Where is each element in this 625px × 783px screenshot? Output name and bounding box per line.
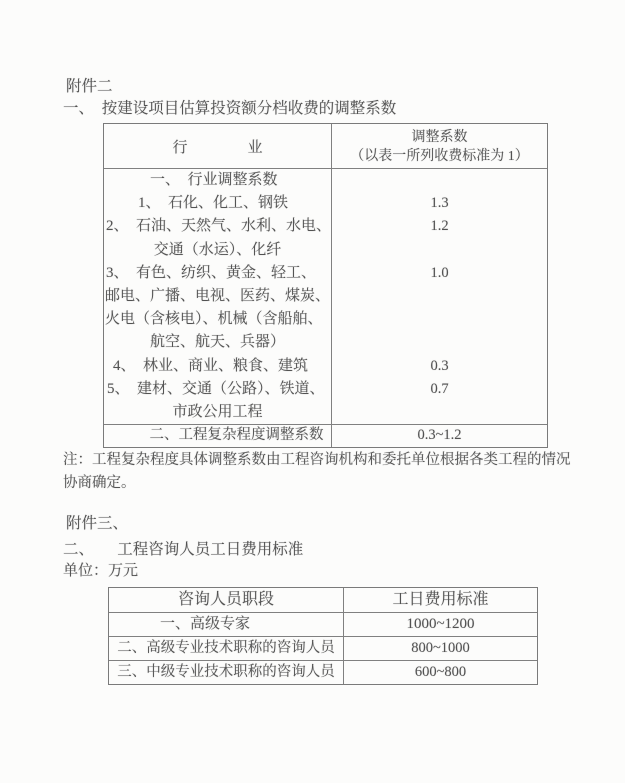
daily-fee-value: 800~1000	[411, 640, 470, 656]
industry-line-text: 2、 石油、天然气、水利、水电、	[104, 215, 332, 238]
coefficient-value: 1.2	[430, 218, 449, 235]
section1-title: 一、 按建设项目估算投资额分档收费的调整系数	[63, 100, 397, 117]
attachment3-label: 附件三、	[66, 515, 129, 532]
table2-row	[109, 613, 537, 637]
table1-body-line	[104, 285, 547, 308]
table1-footer-row	[104, 424, 547, 447]
table1-header-row	[104, 124, 547, 169]
daily-fee-value: 1000~1200	[406, 616, 475, 632]
table1-body-line	[104, 355, 547, 378]
personnel-rank-label: 三、中级专业技术职称的咨询人员	[109, 661, 344, 684]
industry-line-text: 4、 林业、商业、粮食、建筑	[104, 355, 332, 378]
personnel-rank-label: 一、高级专家	[109, 613, 344, 636]
table1-body	[104, 169, 547, 424]
coefficient-value: 0.3	[430, 357, 449, 374]
table1-body-line	[104, 239, 547, 262]
table2-row	[109, 661, 537, 684]
table1-header-coefficient	[332, 124, 547, 168]
table1-body-line	[104, 215, 547, 238]
coefficient-value	[332, 308, 547, 331]
table1-body-line	[104, 401, 547, 424]
unit-label: 单位：万元	[63, 563, 139, 579]
table2-row	[109, 637, 537, 661]
section2-title: 二、 工程咨询人员工日费用标准	[63, 541, 304, 558]
coefficient-value	[332, 401, 547, 424]
table1-body-line	[104, 169, 547, 192]
coefficient-value: 0.7	[430, 380, 449, 397]
table1-body-line	[104, 192, 547, 215]
industry-coefficient-table	[103, 123, 548, 448]
table2-header-fee: 工日费用标准	[392, 591, 489, 608]
daily-fee-table	[108, 587, 538, 685]
table1-footer-label: 二、工程复杂程度调整系数	[104, 425, 332, 447]
coefficient-value	[332, 169, 547, 192]
daily-fee-value: 600~800	[414, 664, 467, 680]
coefficient-value	[332, 331, 547, 354]
industry-line-text: 交通（水运）、化纤	[104, 239, 332, 262]
attachment2-label: 附件二	[66, 78, 113, 95]
coefficient-value: 1.3	[430, 195, 449, 212]
personnel-rank-label: 二、高级专业技术职称的咨询人员	[109, 637, 344, 660]
industry-line-text: 火电（含核电）、机械（含船舶、	[104, 308, 332, 331]
table1-header-industry: 行 业	[104, 124, 332, 168]
industry-line-text: 一、 行业调整系数	[104, 169, 332, 192]
table1-note	[63, 449, 575, 494]
industry-line-text: 邮电、广播、电视、医药、煤炭、	[104, 285, 332, 308]
table1-body-line	[104, 262, 547, 285]
industry-line-text: 3、 有色、纺织、黄金、轻工、	[104, 262, 332, 285]
industry-line-text: 1、 石化、化工、钢铁	[104, 192, 332, 215]
table1-body-line	[104, 378, 547, 401]
industry-line-text: 5、 建材、交通（公路）、铁道、	[104, 378, 332, 401]
table1-footer-value: 0.3~1.2	[417, 427, 462, 444]
table1-body-line	[104, 308, 547, 331]
table1-header-coef-line2: （以表一所列收费标准为 1）	[350, 149, 529, 164]
table1-header-coef-line1: 调整系数	[411, 130, 468, 145]
industry-line-text: 航空、航天、兵器）	[104, 331, 332, 354]
table1-body-line	[104, 331, 547, 354]
coefficient-value: 1.0	[430, 264, 449, 281]
note-line1: 注：工程复杂程度具体调整系数由工程咨询机构和委托单位根据各类工程的情况	[63, 452, 571, 468]
table2-header-position: 咨询人员职段	[109, 588, 344, 612]
coefficient-value	[332, 285, 547, 308]
industry-line-text: 市政公用工程	[104, 401, 332, 424]
table2-header-row	[109, 588, 537, 613]
note-line2: 协商确定。	[63, 474, 136, 491]
coefficient-value	[332, 239, 547, 262]
